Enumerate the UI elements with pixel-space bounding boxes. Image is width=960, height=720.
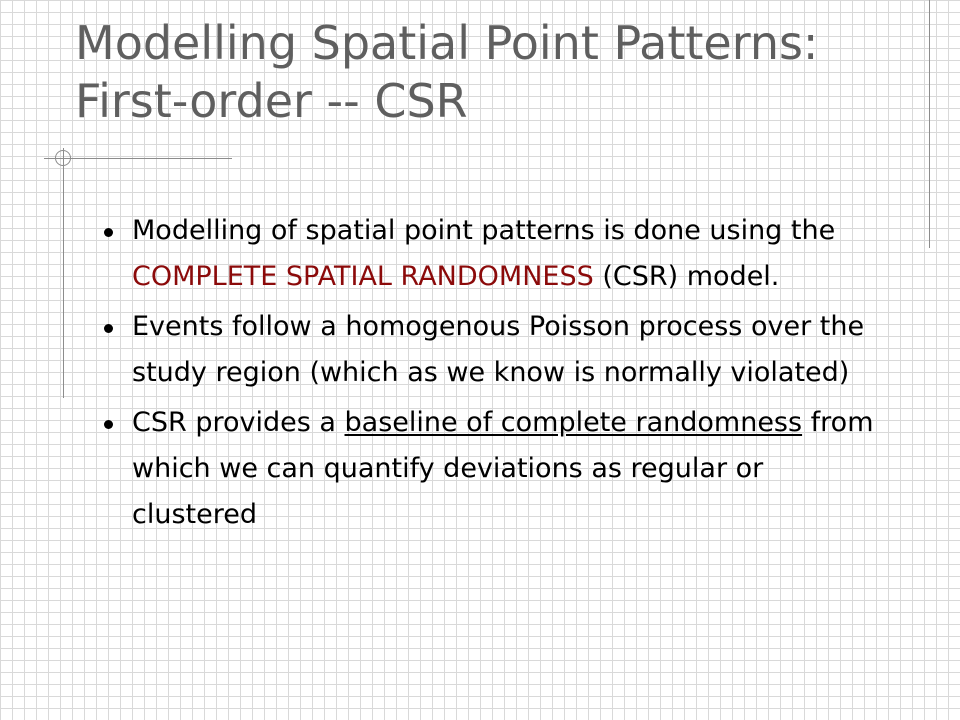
decorative-vertical-line-right xyxy=(929,0,930,248)
bullet-item-poisson-process xyxy=(100,304,890,396)
bullet-list xyxy=(100,208,890,542)
decorative-circle xyxy=(55,150,71,166)
bullet-dot-icon xyxy=(104,228,113,237)
bullet-text: (CSR) model. xyxy=(593,261,780,292)
bullet-item-csr-model xyxy=(100,208,890,300)
bullet-item-baseline xyxy=(100,400,890,538)
bullet-text: Events follow a homogenous Poisson process over the study region (which as we know is normally violated) xyxy=(132,311,865,388)
decorative-horizontal-line xyxy=(44,158,232,159)
underlined-term: baseline of complete randomness xyxy=(344,407,803,438)
bullet-text: from which we can quantify deviations as regular or clustered xyxy=(132,407,874,530)
bullet-text: CSR provides a xyxy=(132,407,345,438)
decorative-vertical-line-left xyxy=(63,148,64,398)
bullet-dot-icon xyxy=(104,324,113,333)
slide-title: Modelling Spatial Point Patterns: First-order -- CSR xyxy=(75,16,819,128)
highlighted-term: COMPLETE SPATIAL RANDOMNESS xyxy=(132,261,594,292)
bullet-text: Modelling of spatial point patterns is done using the xyxy=(132,215,836,246)
bullet-dot-icon xyxy=(104,420,113,429)
